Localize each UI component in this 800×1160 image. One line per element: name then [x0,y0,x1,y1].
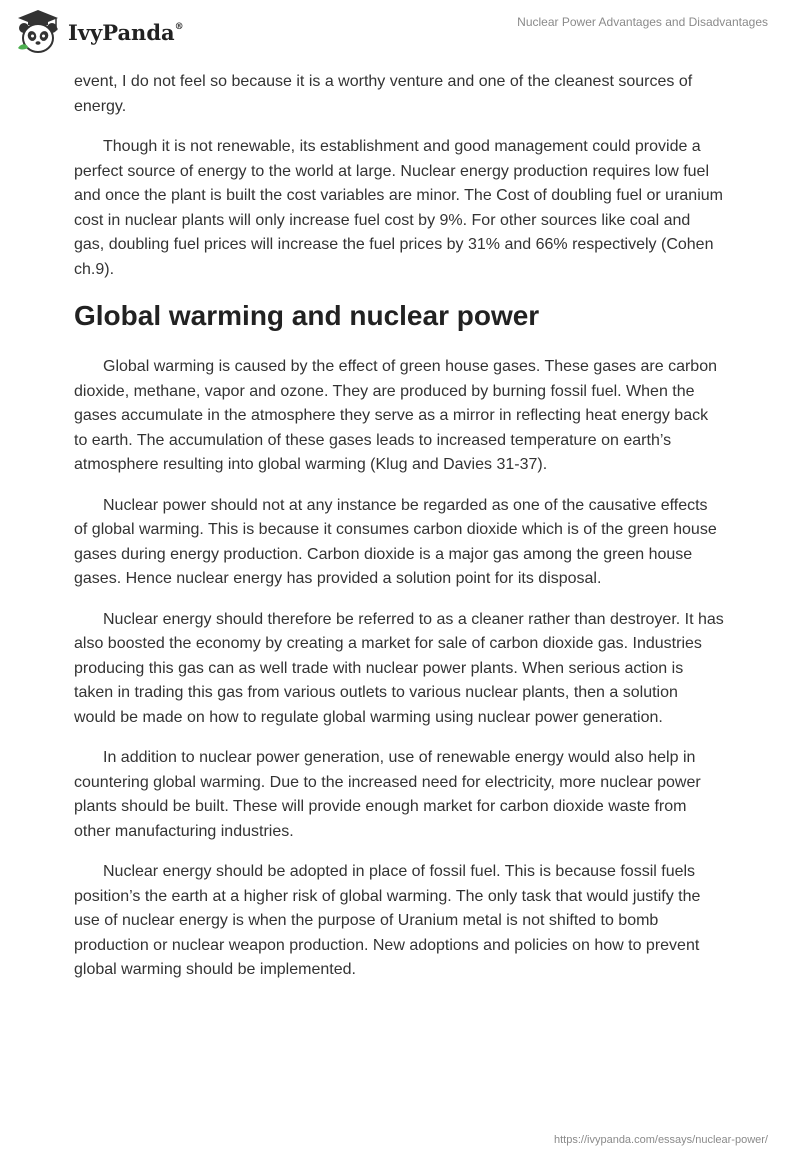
ivypanda-logo[interactable] [14,8,184,56]
document-title: Nuclear Power Advantages and Disadvantages [517,15,768,29]
brand-name: IvyPanda® [68,19,184,45]
paragraph: Nuclear energy should be adopted in place of fossil fuel. This is because fossil fuels position’s the earth at a higher risk of global warming. The only task that would justify the use of nuclear energy is when the purpose of Uranium metal is not shifted to bomb production or nuclear weapon production. New adoptions and policies on how to prevent global warming should be implemented. [74,863,701,978]
essay-body [74,70,724,999]
paragraph: Global warming is caused by the effect of green house gases. These gases are carbon dioxide, methane, vapor and ozone. They are produced by burning fossil fuel. When the gases accumulate in the atmosphere they serve as a mirror in reflecting heat energy back to earth. The accumulation of these gases leads to increased temperature on earth’s atmosphere resulting into global warming (Klug and Davies 31-37). [74,358,717,473]
paragraph: In addition to nuclear power generation, use of renewable energy would also help in countering global warming. Due to the increased need for electricity, more nuclear power plants should be built. These will provide enough market for carbon dioxide waste from other manufacturing industries. [74,749,701,840]
paragraph: Though it is not renewable, its establishment and good management could provide a perfect source of energy to the world at large. Nuclear energy production requires low fuel and once the plant is built the cost variables are minor. The Cost of doubling fuel or uranium cost in nuclear plants will only increase fuel cost by 9%. For other sources like coal and gas, doubling fuel prices will increase the fuel prices by 31% and 66% respectively (Cohen ch.9). [74,138,723,278]
paragraph: Nuclear energy should therefore be referred to as a cleaner rather than destroyer. It has also boosted the economy by creating a market for sale of carbon dioxide gas. Industries producing this gas can as well trade with nuclear power plants. When serious action is taken in trading this gas from various outlets to various nuclear plants, then a solution would be made on how to regulate global warming using nuclear power generation. [74,610,724,726]
panda-graduate-icon [14,8,62,56]
section-heading: Global warming and nuclear power [74,300,540,331]
registered-mark: ® [174,21,184,32]
page-header [0,0,800,70]
paragraph: Nuclear power should not at any instance be regarded as one of the causative effects of global warming. This is because it consumes carbon dioxide which is of the green house gases during energy production. Carbon dioxide is a major gas among the green house gases. Hence nuclear energy has provided a solution point for its disposal. [74,496,717,587]
source-url[interactable]: https://ivypanda.com/essays/nuclear-power/ [554,1134,768,1146]
paragraph: event, I do not feel so because it is a worthy venture and one of the cleanest sources of energy. [74,73,693,115]
